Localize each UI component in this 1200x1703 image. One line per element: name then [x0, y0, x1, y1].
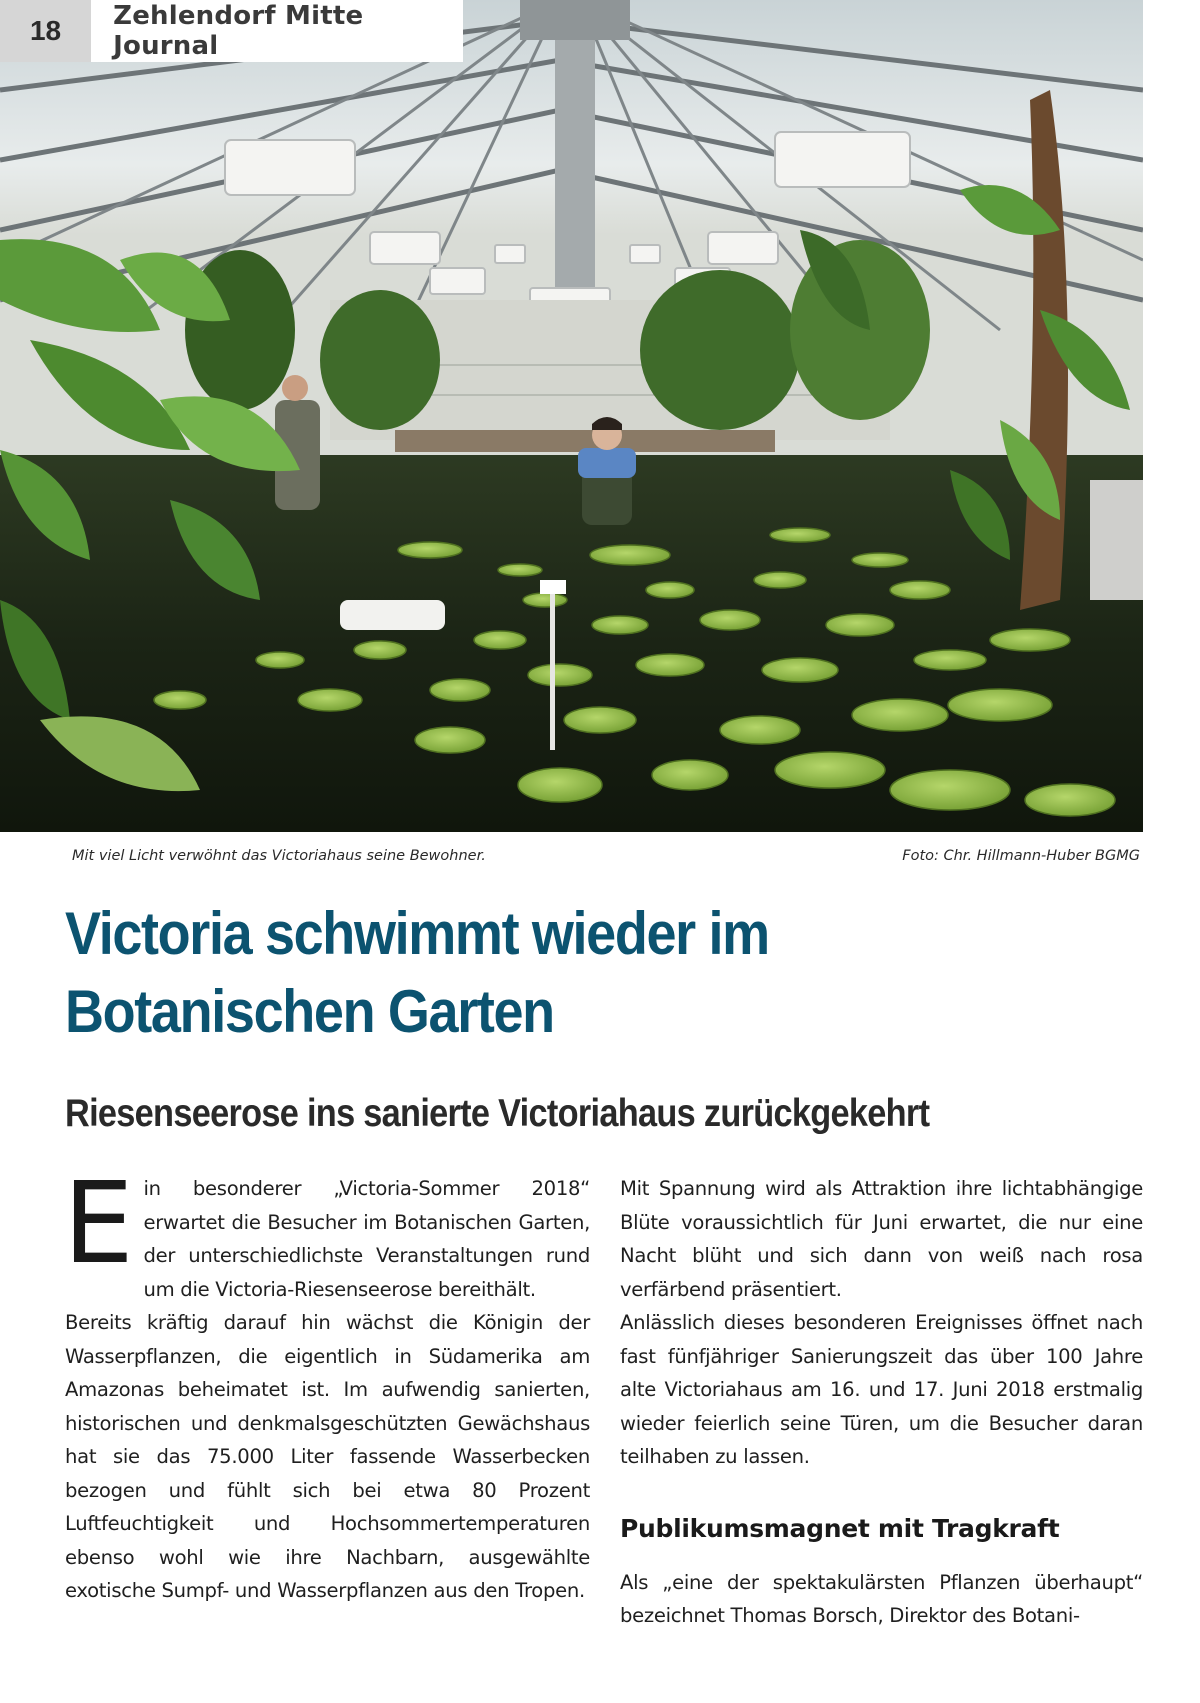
paragraph: Bereits kräftig darauf hin wächst die Königin der Wasserpflanzen, die eigentlich in Südamerika am Amazonas beheimatet ist. Im aufwendig sanierten, historischen und denkmalsgeschützten Gewächshaus hat sie das 75.000 Liter fassende Wasserbecken bezogen und fühlt sich bei etwa 80 Prozent Luftfeuchtigkeit und Hochsommertemperaturen ebenso wohl wie ihre Nachbarn, ausgewählte exotische Sumpf- und Wasserpflanzen aus den Tropen.: [65, 1311, 590, 1602]
photo-caption-row: [72, 848, 1140, 864]
paragraph: Mit Spannung wird als Attraktion ihre lichtabhängige Blüte voraussichtlich für Juni erwartet, die nur eine Nacht blüht und sich dann von weiß nach rosa verfärbend präsentiert.: [620, 1177, 1143, 1301]
article-subheadline: Riesenseerose ins sanierte Victoriahaus zurückgekehrt: [65, 1092, 930, 1135]
headline-line-1: Victoria schwimmt wieder im: [65, 900, 769, 967]
greenhouse-photo: [0, 0, 1143, 832]
page-header: [0, 0, 463, 62]
paragraph: [63, 1159, 590, 1306]
article-headline: [65, 895, 1033, 1051]
article-column-right: [620, 1172, 1143, 1633]
headline-line-2: Botanischen Garten: [65, 978, 554, 1045]
journal-title: Zehlendorf Mitte Journal: [113, 1, 364, 61]
paragraph: Anlässlich dieses besonderen Ereignisses öffnet nach fast fünfjähriger Sanierungszeit das über 100 Jahre alte Victoriahaus am 16. und 17. Juni 2018 erstmalig wieder feierlich seine Türen, um die Besucher daran teilhaben zu lassen.: [620, 1311, 1143, 1468]
photo-credit: Foto: Chr. Hillmann-Huber BGMG: [902, 848, 1140, 864]
drop-cap: E: [63, 1159, 134, 1289]
photo-caption: Mit viel Licht verwöhnt das Victoriahaus seine Bewohner.: [72, 848, 486, 864]
paragraph-text: in besonderer „Victoria-Sommer 2018“ erwartet die Besucher im Botanischen Garten, der unterschiedlichste Veranstaltungen rund um die Victoria-Riesenseerose bereithält.: [143, 1177, 590, 1301]
paragraph: Als „eine der spektakulärsten Pflanzen überhaupt“ bezeichnet Thomas Borsch, Direktor des Botani-: [620, 1570, 1143, 1627]
article-column-left: [63, 1159, 590, 1608]
page-number: 18: [0, 0, 91, 62]
section-heading: Publikumsmagnet mit Tragkraft: [620, 1513, 1060, 1543]
